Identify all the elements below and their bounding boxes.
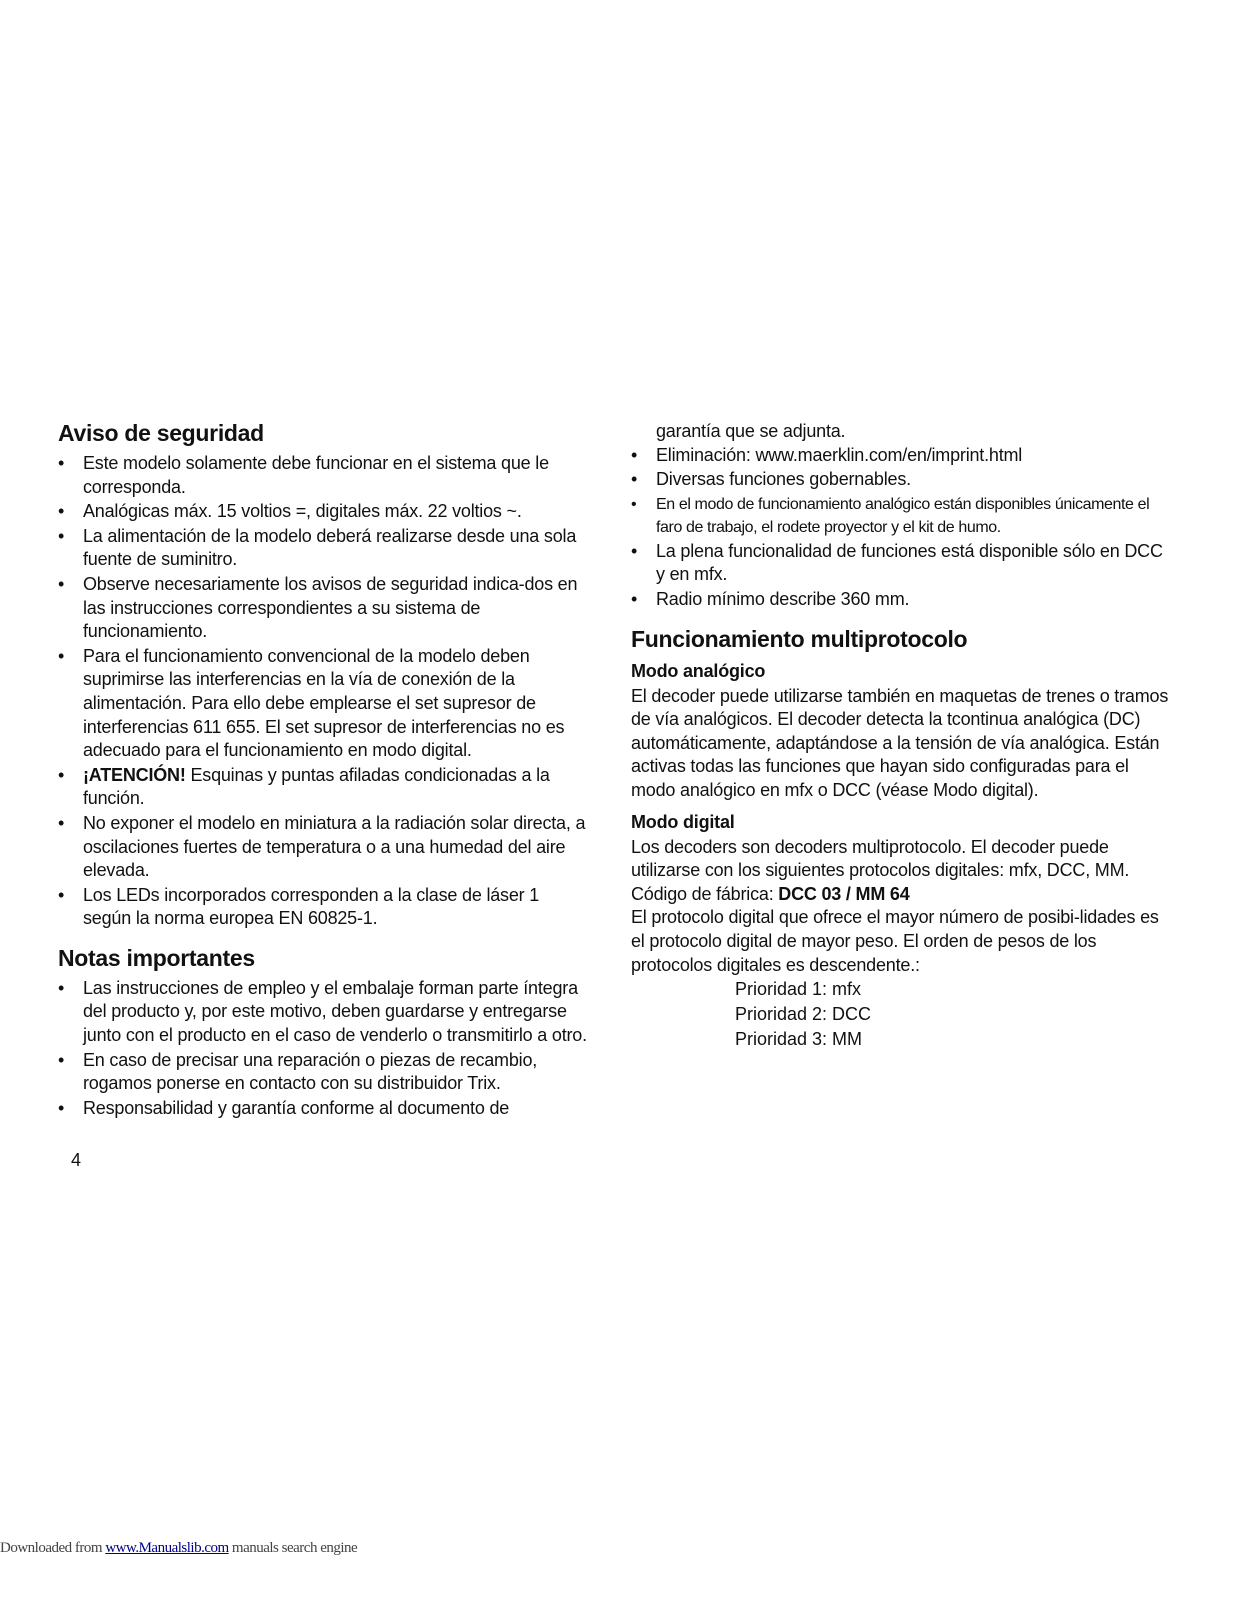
features-list [631, 444, 1171, 612]
protocol-text: El protocolo digital que ofrece el mayor número de posibi-lidades es el protocolo digital de mayor peso. El orden de pesos de los protocolos digitales es descendente.: [631, 907, 1159, 975]
safety-list [58, 452, 588, 931]
left-column [58, 420, 588, 1121]
safety-heading: Aviso de seguridad [58, 420, 264, 446]
multiprotocol-heading: Funcionamiento multiprotocolo [631, 625, 968, 652]
list-item: • Los LEDs incorporados corresponden a la clase de láser 1 según la norma europea EN 60825-1. [58, 884, 540, 929]
list-item: • Radio mínimo describe 360 mm. [631, 588, 910, 609]
notes-heading: Notas importantes [58, 944, 255, 971]
page-number: 4 [71, 1150, 82, 1170]
list-item: • Este modelo solamente debe funcionar en el sistema que le corresponda. [58, 453, 549, 497]
analog-heading: Modo analógico [631, 660, 766, 681]
list-item: • Analógicas máx. 15 voltios =, digitales máx. 22 voltios ~. [58, 501, 522, 522]
right-column [631, 420, 1171, 1052]
list-item: • Responsabilidad y garantía conforme al documento de [58, 1097, 510, 1118]
list-item: • La plena funcionalidad de funciones está disponible sólo en DCC y en mfx. [631, 540, 1163, 585]
factory-code: Código de fábrica: DCC 03 / MM 64 [631, 883, 910, 904]
list-item: • En el modo de funcionamiento analógico están disponibles únicamente el faro de trabajo, el rodete proyector y el kit de humo. [631, 495, 1150, 536]
download-footer: Downloaded from www.Manualslib.com manuals search engine [0, 1540, 358, 1556]
list-item: • La alimentación de la modelo deberá realizarse desde una sola fuente de suminitro. [58, 525, 577, 570]
list-item: • Para el funcionamiento convencional de la modelo deben suprimirse las interferencias en la vía de conexión de la alimentación. Para ello debe emplearse el set supresor de interferencias 611 655. El set supresor de interferencias no es adecuado para el funcionamiento en modo digital. [58, 645, 565, 761]
analog-text: El decoder puede utilizarse también en maquetas de trenes o tramos de vía analógicos. El decoder detecta la tcontinua analógica (DC) automáticamente, adaptándose a la tensión de vía analógica. Están activas todas las funciones que hayan sido configuradas para el modo analógico en mfx o DCC (véase Modo digital). [631, 685, 1169, 800]
priority-1: Prioridad 1: mfx [735, 979, 862, 1000]
attention-item: • ¡ATENCIÓN! Esquinas y puntas afiladas condicionadas a la función. [58, 764, 550, 809]
attention-label: ¡ATENCIÓN! [83, 764, 186, 785]
priority-2: Prioridad 2: DCC [735, 1004, 872, 1025]
list-item: • Observe necesariamente los avisos de seguridad indica-dos en las instrucciones correspondientes a su sistema de funcionamiento. [58, 573, 578, 642]
priority-3: Prioridad 3: MM [735, 1029, 863, 1050]
digital-text: Los decoders son decoders multiprotocolo. El decoder puede utilizarse con los siguientes protocolos digitales: mfx, DCC, MM. [631, 836, 1130, 881]
list-item: • Las instrucciones de empleo y el embalaje forman parte íntegra del producto y, por este motivo, deben guardarse y entregarse junto con el producto en el caso de venderlo o transmitirlo a otro. [58, 977, 587, 1046]
list-item: • En caso de precisar una reparación o piezas de recambio, rogamos ponerse en contacto con su distribuidor Trix. [58, 1049, 538, 1094]
notes-list [58, 977, 588, 1121]
digital-heading: Modo digital [631, 811, 735, 832]
list-item: • Eliminación: www.maerklin.com/en/imprint.html [631, 444, 1023, 465]
continued-text: garantía que se adjunta. [656, 421, 846, 441]
list-item: • Diversas funciones gobernables. [631, 469, 911, 490]
manualslib-link[interactable]: www.Manualslib.com [105, 1540, 229, 1556]
list-item: • No exponer el modelo en miniatura a la radiación solar directa, a oscilaciones fuertes de temperatura o a una humedad del aire elevada. [58, 812, 586, 881]
